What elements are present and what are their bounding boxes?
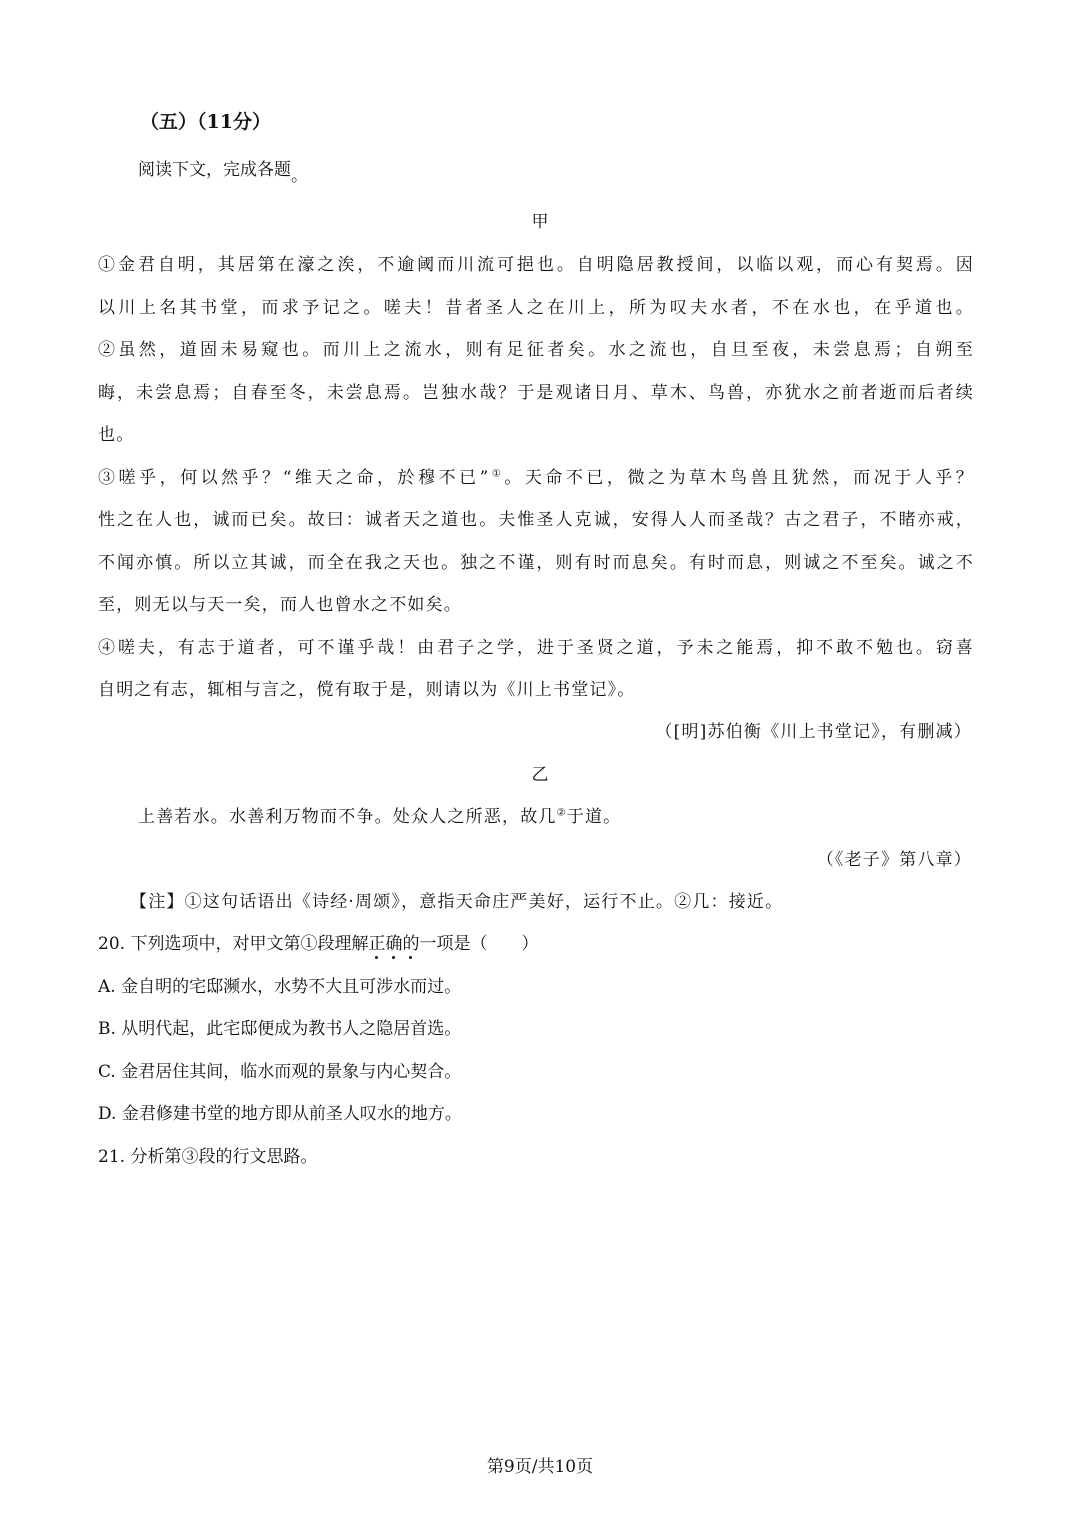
q20-option-a: A. 金自明的宅邸濒水，水势不大且可涉水而过。	[98, 977, 462, 997]
section-title: （五）（11分）	[140, 111, 271, 133]
q20-emphasis-3: 的	[402, 934, 420, 954]
question-20	[98, 932, 538, 956]
q20-stem-b: 一项是（ ）	[419, 934, 539, 954]
instruction	[138, 158, 308, 186]
para-3-line-2: 性之在人也，诚而已矣。故曰：诚者天之道也。夫惟圣人克诚，安得人人而圣哉？古之君子，不睹亦戒，	[98, 510, 974, 530]
text-b-label: 乙	[531, 765, 549, 785]
instruction-text: 阅读下文，完成各题	[138, 160, 291, 180]
q20-option-b: B. 从明代起，此宅邸便成为教书人之隐居首选。	[98, 1019, 462, 1039]
para-4-line-2: 自明之有志，辄相与言之，傥有取于是，则请以为《川上书堂记》。	[98, 680, 636, 700]
para-3-line-1	[98, 466, 974, 490]
q20-emphasis-1: 正	[368, 934, 386, 954]
page-footer: 第9页/共10页	[486, 1457, 594, 1477]
para-2-line-1: ②虽然，道固未易窥也。而川上之流水，则有足征者矣。水之流也，自旦至夜，未尝息焉；自朔至	[98, 340, 974, 360]
instruction-mark: 。	[291, 166, 308, 186]
para-3-line-3: 不闻亦慎。所以立其诚，而全在我之天也。独之不谨，则有时而息矣。有时而息，则诚之不至矣。诚之不	[98, 553, 974, 573]
para-3-line-1-a: ③嗟乎，何以然乎？“维天之命，於穆不已”	[98, 468, 490, 488]
para-2-line-2: 晦，未尝息焉；自春至冬，未尝息焉。岂独水哉？于是观诸日月、草木、鸟兽，亦犹水之前者逝而后者续	[98, 383, 974, 403]
para-1-line-1: ①金君自明，其居第在濠之涘，不逾阈而川流可挹也。自明隐居教授间，以临以观，而心有契焉。因	[98, 255, 974, 275]
text-b-source: （《老子》第八章）	[816, 850, 972, 870]
question-21: 21. 分析第③段的行文思路。	[98, 1147, 318, 1167]
para-4-line-1: ④嗟夫，有志于道者，可不谨乎哉！由君子之学，进于圣贤之道，予未之能焉，抑不敢不勉也。窃喜	[98, 638, 974, 658]
text-b-body	[138, 805, 621, 829]
text-a-source: （[明]苏伯衡《川上书堂记》，有删减）	[655, 722, 972, 742]
text-b-body-b: 于道。	[566, 807, 622, 827]
text-a-label: 甲	[531, 212, 549, 232]
q20-stem-a: 20. 下列选项中，对甲文第①段理解	[98, 934, 369, 954]
para-3-line-4: 至，则无以与天一矣，而人也曾水之不如矣。	[98, 595, 462, 615]
para-1-line-2: 以川上名其书堂，而求予记之。嗟夫！昔者圣人之在川上，所为叹夫水者，不在水也，在乎道也。	[98, 298, 974, 318]
q20-emphasis-2: 确	[385, 934, 403, 954]
footnote-ref-1: ①	[489, 468, 505, 480]
q20-option-d: D. 金君修建书堂的地方即从前圣人叹水的地方。	[98, 1104, 462, 1124]
q20-option-c: C. 金君居住其间，临水而观的景象与内心契合。	[98, 1062, 462, 1082]
text-b-body-a: 上善若水。水善利万物而不争。处众人之所恶，故几	[138, 807, 557, 827]
footnote-ref-2: ②	[556, 807, 567, 819]
para-3-line-1-b: 。天命不已，微之为草木鸟兽且犹然，而况于人乎？	[504, 468, 974, 488]
notes: 【注】①这句话语出《诗经·周颂》，意指天命庄严美好，运行不止。②几：接近。	[130, 892, 784, 912]
para-2-line-3: 也。	[98, 425, 135, 445]
